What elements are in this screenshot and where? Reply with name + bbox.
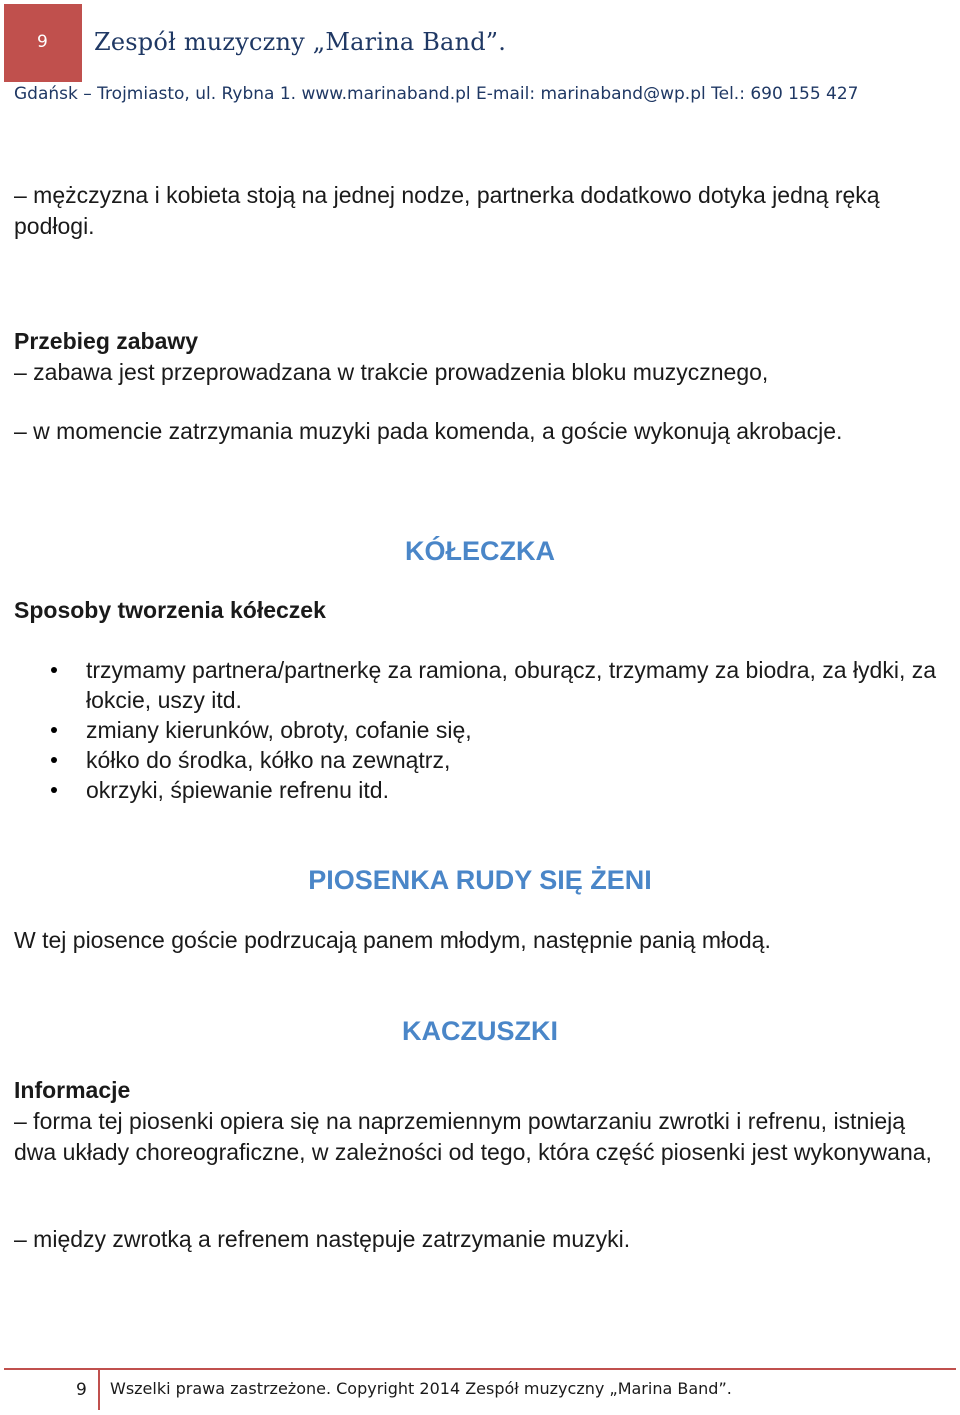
kaczuszki-heading: KACZUSZKI	[402, 1016, 558, 1046]
footer-page-number-box	[4, 1370, 100, 1410]
list-item: okrzyki, śpiewanie refrenu itd.	[46, 775, 946, 805]
bullet-icon	[51, 727, 57, 733]
header-page-number: 9	[37, 32, 48, 52]
footer-divider	[4, 1368, 956, 1370]
kaczuszki-line-2: – między zwrotką a refrenem następuje zatrzymanie muzyki.	[14, 1226, 631, 1252]
list-item: zmiany kierunków, obroty, cofanie się,	[46, 715, 946, 745]
bullet-icon	[51, 787, 57, 793]
przebieg-heading: Przebieg zabawy	[14, 328, 199, 354]
kaczuszki-line-1: – forma tej piosenki opiera się na naprzemiennym powtarzaniu zwrotki i refrenu, istnieją dwa układy choreograficzne, w zależności od tego, która część piosenki jest wykonywana,	[14, 1108, 932, 1165]
kaczuszki-subheading: Informacje	[14, 1077, 131, 1103]
intro-text: – mężczyzna i kobieta stoją na jednej nodze, partnerka dodatkowo dotyka jedną ręką podłogi.	[14, 182, 880, 239]
list-item: kółko do środka, kółko na zewnątrz,	[46, 745, 946, 775]
koleczka-heading: KÓŁECZKA	[405, 536, 555, 566]
piosenka-heading: PIOSENKA RUDY SIĘ ŻENI	[308, 865, 652, 895]
header-contact: Gdańsk – Trojmiasto, ul. Rybna 1. www.marinaband.pl E-mail: marinaband@wp.pl Tel.: 690 155 427	[14, 84, 859, 104]
przebieg-line-2: – w momencie zatrzymania muzyki pada komenda, a goście wykonują akrobacje.	[14, 418, 843, 444]
list-item: trzymamy partnera/partnerkę za ramiona, oburącz, trzymamy za biodra, za łydki, za łokcie, uszy itd.	[46, 655, 946, 715]
przebieg-line-1: – zabawa jest przeprowadzana w trakcie prowadzenia bloku muzycznego,	[14, 359, 769, 385]
header-page-number-badge	[4, 4, 82, 82]
header-title: Zespół muzyczny „Marina Band”.	[94, 28, 507, 56]
koleczka-bullet-list	[46, 655, 946, 805]
bullet-icon	[51, 667, 57, 673]
footer-copyright: Wszelki prawa zastrzeżone. Copyright 2014 Zespół muzyczny „Marina Band”.	[110, 1379, 732, 1398]
piosenka-text: W tej piosence goście podrzucają panem młodym, następnie panią młodą.	[14, 927, 771, 953]
bullet-icon	[51, 757, 57, 763]
koleczka-subheading: Sposoby tworzenia kółeczek	[14, 597, 326, 623]
footer-page-number: 9	[76, 1380, 87, 1400]
